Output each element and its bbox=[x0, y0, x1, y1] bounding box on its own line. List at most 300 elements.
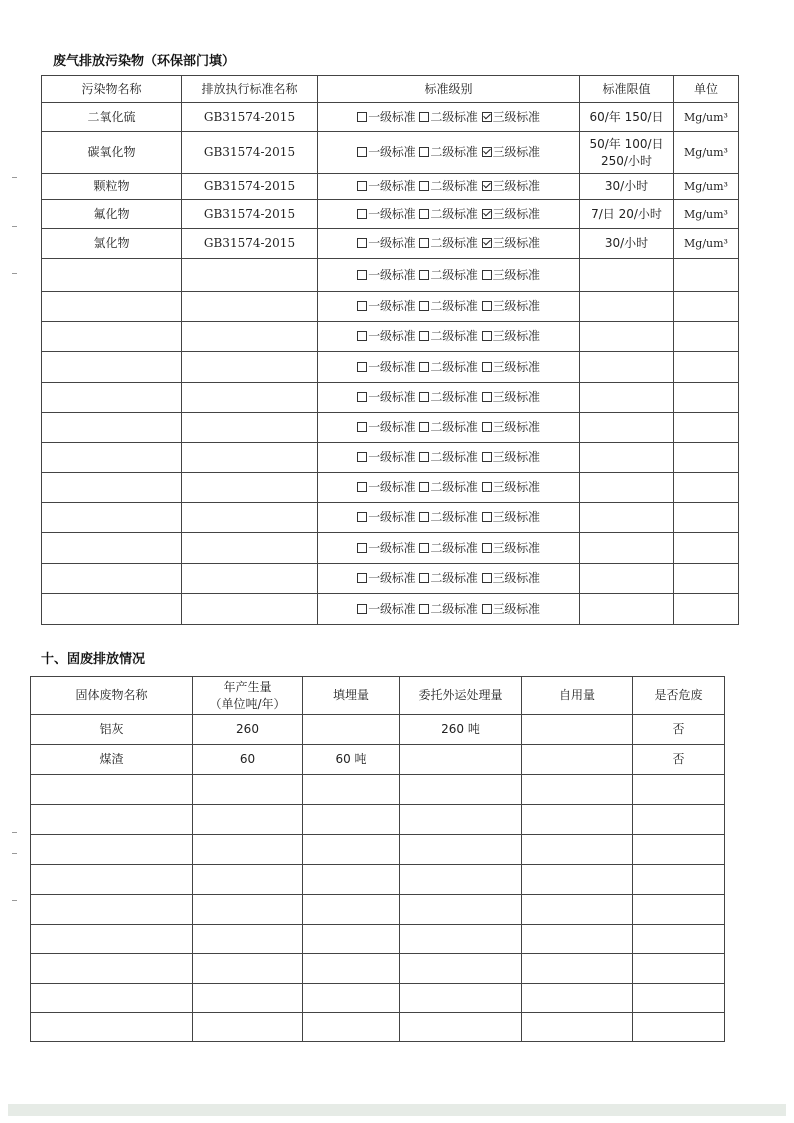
standard-name-cell: GB31574-2015 bbox=[182, 229, 318, 259]
waste-gas-table bbox=[41, 75, 739, 625]
self-use-cell bbox=[522, 895, 633, 925]
level-option-1[interactable] bbox=[357, 420, 415, 434]
level-option-2[interactable] bbox=[419, 360, 477, 374]
standard-name-cell bbox=[182, 292, 318, 322]
level-option-label: 三级标准 bbox=[492, 206, 540, 221]
standard-level-cell bbox=[318, 443, 580, 473]
unit-cell bbox=[674, 564, 739, 594]
level-option-label: 一级标准 bbox=[368, 179, 416, 193]
checkbox-icon[interactable] bbox=[357, 422, 367, 432]
checkbox-icon[interactable] bbox=[419, 452, 429, 462]
standard-limit-cell bbox=[580, 292, 674, 322]
hazardous-cell bbox=[633, 925, 725, 954]
hazardous-cell bbox=[633, 1013, 725, 1042]
solid-waste-name-cell bbox=[31, 925, 193, 954]
header-annual-output bbox=[193, 677, 303, 715]
self-use-cell bbox=[522, 775, 633, 805]
level-option-label: 二级标准 bbox=[430, 179, 478, 193]
checkbox-icon[interactable] bbox=[419, 482, 429, 492]
checkbox-icon[interactable] bbox=[482, 422, 492, 432]
standard-name-cell: GB31574-2015 bbox=[182, 174, 318, 200]
checkbox-icon[interactable] bbox=[482, 209, 492, 219]
level-option-label: 二级标准 bbox=[430, 299, 478, 313]
level-option-3[interactable] bbox=[482, 510, 540, 524]
hazardous-cell bbox=[633, 895, 725, 925]
pollutant-name-cell bbox=[42, 594, 182, 625]
checkbox-icon[interactable] bbox=[482, 301, 492, 311]
checkbox-icon[interactable] bbox=[357, 147, 367, 157]
header-standard-level: 标准级别 bbox=[318, 76, 580, 103]
outsourced-cell bbox=[400, 775, 522, 805]
annual-output-cell bbox=[193, 984, 303, 1013]
outsourced-cell: 260 吨 bbox=[400, 715, 522, 745]
level-option-3[interactable] bbox=[482, 390, 540, 404]
level-option-1[interactable] bbox=[357, 390, 415, 404]
checkbox-icon[interactable] bbox=[357, 452, 367, 462]
level-option-1[interactable] bbox=[357, 329, 415, 343]
checkbox-icon[interactable] bbox=[357, 112, 367, 122]
table-row bbox=[42, 103, 739, 132]
standard-limit-cell bbox=[580, 200, 674, 229]
margin-mark bbox=[12, 900, 17, 901]
table-row bbox=[42, 564, 739, 594]
checkbox-icon[interactable] bbox=[482, 270, 492, 280]
solid-waste-name-cell bbox=[31, 805, 193, 835]
table-row bbox=[31, 715, 725, 745]
table-row bbox=[42, 473, 739, 503]
hazardous-cell: 否 bbox=[633, 715, 725, 745]
checkbox-icon[interactable] bbox=[482, 181, 492, 191]
pollutant-name-cell bbox=[42, 533, 182, 564]
level-option-1[interactable] bbox=[357, 179, 415, 193]
annual-output-cell bbox=[193, 925, 303, 954]
level-option-label: 三级标准 bbox=[492, 299, 540, 313]
level-option-label: 二级标准 bbox=[430, 206, 478, 221]
level-option-1[interactable] bbox=[357, 602, 415, 616]
checkbox-icon[interactable] bbox=[357, 270, 367, 280]
checkbox-icon[interactable] bbox=[357, 392, 367, 402]
level-option-2[interactable] bbox=[419, 268, 477, 282]
standard-limit-cell bbox=[580, 259, 674, 292]
level-option-1[interactable] bbox=[357, 510, 415, 524]
standard-name-cell bbox=[182, 533, 318, 564]
pollutant-name-cell bbox=[42, 383, 182, 413]
outsourced-cell bbox=[400, 805, 522, 835]
checkbox-icon[interactable] bbox=[482, 147, 492, 157]
solid-waste-name-cell bbox=[31, 984, 193, 1013]
level-option-label: 一级标准 bbox=[368, 480, 416, 494]
table-row bbox=[42, 200, 739, 229]
level-option-2[interactable] bbox=[419, 110, 477, 124]
level-option-1[interactable] bbox=[357, 480, 415, 494]
level-option-2[interactable] bbox=[419, 207, 477, 221]
checkbox-icon[interactable] bbox=[482, 362, 492, 372]
table-row bbox=[31, 895, 725, 925]
level-option-2[interactable] bbox=[419, 179, 477, 193]
standard-level-cell bbox=[318, 174, 580, 200]
annual-output-cell bbox=[193, 865, 303, 895]
pollutant-name-cell: 氯化物 bbox=[42, 229, 182, 259]
unit-cell bbox=[674, 443, 739, 473]
level-option-3[interactable] bbox=[482, 450, 540, 464]
unit-cell bbox=[674, 413, 739, 443]
table-row bbox=[31, 865, 725, 895]
level-option-1[interactable] bbox=[357, 236, 415, 250]
outsourced-cell bbox=[400, 865, 522, 895]
level-option-label: 三级标准 bbox=[492, 359, 540, 374]
checkbox-icon[interactable] bbox=[482, 238, 492, 248]
table-row bbox=[31, 745, 725, 775]
level-option-label: 二级标准 bbox=[430, 236, 478, 250]
solid-waste-name-cell: 铝灰 bbox=[31, 715, 193, 745]
checkbox-icon[interactable] bbox=[357, 512, 367, 522]
pollutant-name-cell bbox=[42, 443, 182, 473]
landfill-cell bbox=[303, 805, 400, 835]
checkbox-icon[interactable] bbox=[357, 362, 367, 372]
level-option-2[interactable] bbox=[419, 299, 477, 313]
table-row bbox=[42, 383, 739, 413]
table-row bbox=[42, 352, 739, 383]
level-option-label: 三级标准 bbox=[492, 179, 540, 193]
standard-level-cell bbox=[318, 103, 580, 132]
level-option-label: 三级标准 bbox=[492, 450, 540, 464]
header-standard-limit: 标准限值 bbox=[580, 76, 674, 103]
level-option-1[interactable] bbox=[357, 268, 415, 282]
header-annual-output-line1: 年产生量 bbox=[223, 679, 272, 694]
checkbox-icon[interactable] bbox=[482, 482, 492, 492]
pollutant-name-cell bbox=[42, 413, 182, 443]
outsourced-cell bbox=[400, 954, 522, 984]
outsourced-cell bbox=[400, 925, 522, 954]
checkbox-icon[interactable] bbox=[357, 209, 367, 219]
level-option-1[interactable] bbox=[357, 360, 415, 374]
checkbox-icon[interactable] bbox=[419, 422, 429, 432]
standard-level-cell bbox=[318, 503, 580, 533]
checkbox-icon[interactable] bbox=[482, 543, 492, 553]
solid-waste-name-cell bbox=[31, 835, 193, 865]
level-option-label: 一级标准 bbox=[368, 236, 416, 250]
standard-limit-cell bbox=[580, 103, 674, 132]
table-row bbox=[42, 594, 739, 625]
level-option-1[interactable] bbox=[357, 207, 415, 221]
table-row bbox=[42, 533, 739, 564]
unit-cell: Mg/um³ bbox=[674, 174, 739, 200]
table-row bbox=[31, 984, 725, 1013]
standard-level-cell bbox=[318, 200, 580, 229]
unit-cell: Mg/um³ bbox=[674, 103, 739, 132]
standard-level-cell bbox=[318, 322, 580, 352]
level-option-label: 二级标准 bbox=[430, 540, 478, 555]
checkbox-icon[interactable] bbox=[482, 452, 492, 462]
standard-limit-cell bbox=[580, 229, 674, 259]
table-row bbox=[42, 174, 739, 200]
level-option-3[interactable] bbox=[482, 541, 540, 555]
standard-level-cell bbox=[318, 383, 580, 413]
margin-mark bbox=[12, 273, 17, 274]
scan-footer-strip bbox=[8, 1104, 786, 1116]
hazardous-cell bbox=[633, 775, 725, 805]
level-option-2[interactable] bbox=[419, 602, 477, 616]
self-use-cell bbox=[522, 925, 633, 954]
level-option-label: 二级标准 bbox=[430, 420, 478, 434]
checkbox-icon[interactable] bbox=[357, 573, 367, 583]
level-option-label: 一级标准 bbox=[368, 571, 416, 585]
checkbox-icon[interactable] bbox=[482, 392, 492, 402]
standard-name-cell bbox=[182, 413, 318, 443]
header-solid-waste-name: 固体废物名称 bbox=[31, 677, 193, 715]
level-option-label: 一级标准 bbox=[368, 540, 416, 555]
landfill-cell bbox=[303, 984, 400, 1013]
standard-name-cell bbox=[182, 594, 318, 625]
solid-waste-header-row bbox=[31, 677, 725, 715]
solid-waste-name-cell bbox=[31, 954, 193, 984]
level-option-1[interactable] bbox=[357, 541, 415, 555]
hazardous-cell bbox=[633, 835, 725, 865]
level-option-3[interactable] bbox=[482, 360, 540, 374]
level-option-2[interactable] bbox=[419, 510, 477, 524]
level-option-2[interactable] bbox=[419, 571, 477, 585]
landfill-cell bbox=[303, 925, 400, 954]
self-use-cell bbox=[522, 805, 633, 835]
level-option-2[interactable] bbox=[419, 390, 477, 404]
hazardous-cell bbox=[633, 805, 725, 835]
level-option-label: 三级标准 bbox=[492, 267, 540, 282]
checkbox-icon[interactable] bbox=[419, 362, 429, 372]
outsourced-cell bbox=[400, 895, 522, 925]
checkbox-icon[interactable] bbox=[357, 482, 367, 492]
table-row bbox=[31, 954, 725, 984]
unit-cell bbox=[674, 473, 739, 503]
checkbox-icon[interactable] bbox=[419, 512, 429, 522]
header-annual-output-line2: （单位吨/年） bbox=[209, 696, 286, 711]
annual-output-cell bbox=[193, 835, 303, 865]
unit-cell bbox=[674, 292, 739, 322]
level-option-3[interactable] bbox=[482, 571, 540, 585]
level-option-label: 三级标准 bbox=[492, 420, 540, 434]
level-option-label: 三级标准 bbox=[492, 236, 540, 250]
annual-output-cell bbox=[193, 1013, 303, 1042]
checkbox-icon[interactable] bbox=[482, 573, 492, 583]
solid-waste-table bbox=[30, 676, 725, 1042]
level-option-2[interactable] bbox=[419, 480, 477, 494]
checkbox-icon[interactable] bbox=[357, 181, 367, 191]
landfill-cell: 60 吨 bbox=[303, 745, 400, 775]
standard-limit-cell bbox=[580, 503, 674, 533]
unit-cell: Mg/um³ bbox=[674, 200, 739, 229]
solid-waste-name-cell bbox=[31, 1013, 193, 1042]
hazardous-cell bbox=[633, 954, 725, 984]
header-landfill: 填埋量 bbox=[303, 677, 400, 715]
standard-name-cell bbox=[182, 443, 318, 473]
landfill-cell bbox=[303, 895, 400, 925]
checkbox-icon[interactable] bbox=[482, 331, 492, 341]
self-use-cell bbox=[522, 745, 633, 775]
standard-name-cell bbox=[182, 259, 318, 292]
level-option-2[interactable] bbox=[419, 541, 477, 555]
checkbox-icon[interactable] bbox=[357, 331, 367, 341]
table-row bbox=[42, 132, 739, 174]
level-option-1[interactable] bbox=[357, 299, 415, 313]
pollutant-name-cell bbox=[42, 352, 182, 383]
landfill-cell bbox=[303, 1013, 400, 1042]
margin-mark bbox=[12, 853, 17, 854]
checkbox-icon[interactable] bbox=[357, 604, 367, 614]
level-option-label: 三级标准 bbox=[492, 390, 540, 404]
standard-name-cell bbox=[182, 383, 318, 413]
level-option-label: 二级标准 bbox=[430, 145, 478, 159]
table-row bbox=[42, 443, 739, 473]
checkbox-icon[interactable] bbox=[482, 512, 492, 522]
level-option-3[interactable] bbox=[482, 299, 540, 313]
pollutant-name-cell: 颗粒物 bbox=[42, 174, 182, 200]
checkbox-icon[interactable] bbox=[419, 270, 429, 280]
level-option-label: 二级标准 bbox=[430, 450, 478, 464]
level-option-3[interactable] bbox=[482, 179, 540, 193]
table-row bbox=[31, 775, 725, 805]
level-option-2[interactable] bbox=[419, 420, 477, 434]
table-row bbox=[42, 322, 739, 352]
level-option-3[interactable] bbox=[482, 480, 540, 494]
checkbox-icon[interactable] bbox=[419, 573, 429, 583]
checkbox-icon[interactable] bbox=[419, 301, 429, 311]
pollutant-name-cell: 碳氧化物 bbox=[42, 132, 182, 174]
self-use-cell bbox=[522, 865, 633, 895]
checkbox-icon[interactable] bbox=[419, 209, 429, 219]
level-option-2[interactable] bbox=[419, 236, 477, 250]
level-option-label: 三级标准 bbox=[492, 601, 540, 616]
landfill-cell bbox=[303, 954, 400, 984]
pollutant-name-cell bbox=[42, 473, 182, 503]
checkbox-icon[interactable] bbox=[482, 112, 492, 122]
table-row bbox=[31, 925, 725, 954]
landfill-cell bbox=[303, 865, 400, 895]
standard-limit-line: 60/年 150/日 bbox=[589, 109, 664, 124]
level-option-3[interactable] bbox=[482, 236, 540, 250]
level-option-1[interactable] bbox=[357, 110, 415, 124]
unit-cell bbox=[674, 533, 739, 564]
level-option-label: 一级标准 bbox=[368, 329, 416, 343]
unit-cell bbox=[674, 259, 739, 292]
checkbox-icon[interactable] bbox=[419, 181, 429, 191]
header-self-use: 自用量 bbox=[522, 677, 633, 715]
table-row bbox=[42, 413, 739, 443]
unit-cell bbox=[674, 594, 739, 625]
checkbox-icon[interactable] bbox=[419, 604, 429, 614]
level-option-label: 二级标准 bbox=[430, 571, 478, 585]
level-option-label: 三级标准 bbox=[492, 510, 540, 524]
level-option-label: 三级标准 bbox=[492, 480, 540, 494]
level-option-1[interactable] bbox=[357, 450, 415, 464]
standard-level-cell bbox=[318, 564, 580, 594]
pollutant-name-cell bbox=[42, 564, 182, 594]
checkbox-icon[interactable] bbox=[357, 301, 367, 311]
unit-cell bbox=[674, 383, 739, 413]
level-option-label: 二级标准 bbox=[430, 480, 478, 494]
checkbox-icon[interactable] bbox=[357, 543, 367, 553]
solid-waste-name-cell bbox=[31, 865, 193, 895]
pollutant-name-cell bbox=[42, 259, 182, 292]
checkbox-icon[interactable] bbox=[419, 238, 429, 248]
standard-level-cell bbox=[318, 594, 580, 625]
margin-mark bbox=[12, 177, 17, 178]
level-option-label: 二级标准 bbox=[430, 329, 478, 343]
checkbox-icon[interactable] bbox=[419, 331, 429, 341]
level-option-3[interactable] bbox=[482, 145, 540, 159]
checkbox-icon[interactable] bbox=[357, 238, 367, 248]
table-row bbox=[42, 503, 739, 533]
level-option-3[interactable] bbox=[482, 329, 540, 343]
table-row bbox=[42, 259, 739, 292]
level-option-3[interactable] bbox=[482, 268, 540, 282]
standard-limit-line: 30/小时 bbox=[604, 236, 649, 250]
level-option-label: 一级标准 bbox=[368, 420, 416, 434]
standard-limit-line: 50/年 100/日 bbox=[589, 136, 664, 151]
outsourced-cell bbox=[400, 984, 522, 1013]
level-option-label: 三级标准 bbox=[492, 540, 540, 555]
checkbox-icon[interactable] bbox=[482, 604, 492, 614]
level-option-2[interactable] bbox=[419, 145, 477, 159]
level-option-1[interactable] bbox=[357, 571, 415, 585]
checkbox-icon[interactable] bbox=[419, 147, 429, 157]
level-option-label: 二级标准 bbox=[430, 601, 478, 616]
checkbox-icon[interactable] bbox=[419, 543, 429, 553]
level-option-3[interactable] bbox=[482, 420, 540, 434]
self-use-cell bbox=[522, 1013, 633, 1042]
unit-cell: Mg/um³ bbox=[674, 132, 739, 174]
level-option-1[interactable] bbox=[357, 145, 415, 159]
level-option-3[interactable] bbox=[482, 207, 540, 221]
standard-name-cell bbox=[182, 352, 318, 383]
level-option-3[interactable] bbox=[482, 602, 540, 616]
unit-cell bbox=[674, 322, 739, 352]
level-option-label: 三级标准 bbox=[492, 109, 540, 124]
standard-name-cell: GB31574-2015 bbox=[182, 103, 318, 132]
level-option-label: 三级标准 bbox=[492, 571, 540, 585]
level-option-2[interactable] bbox=[419, 450, 477, 464]
margin-mark bbox=[12, 226, 17, 227]
standard-limit-cell bbox=[580, 533, 674, 564]
checkbox-icon[interactable] bbox=[419, 112, 429, 122]
standard-name-cell bbox=[182, 473, 318, 503]
annual-output-cell bbox=[193, 805, 303, 835]
standard-level-cell bbox=[318, 473, 580, 503]
standard-limit-cell bbox=[580, 473, 674, 503]
standard-limit-cell bbox=[580, 594, 674, 625]
standard-level-cell bbox=[318, 259, 580, 292]
hazardous-cell bbox=[633, 984, 725, 1013]
unit-cell bbox=[674, 503, 739, 533]
waste-gas-header-row bbox=[42, 76, 739, 103]
standard-level-cell bbox=[318, 352, 580, 383]
level-option-2[interactable] bbox=[419, 329, 477, 343]
checkbox-icon[interactable] bbox=[419, 392, 429, 402]
outsourced-cell bbox=[400, 745, 522, 775]
standard-name-cell bbox=[182, 322, 318, 352]
standard-name-cell bbox=[182, 564, 318, 594]
unit-cell bbox=[674, 352, 739, 383]
outsourced-cell bbox=[400, 835, 522, 865]
solid-waste-name-cell: 煤渣 bbox=[31, 745, 193, 775]
table-row bbox=[42, 292, 739, 322]
solid-waste-name-cell bbox=[31, 775, 193, 805]
header-pollutant-name: 污染物名称 bbox=[42, 76, 182, 103]
level-option-label: 一级标准 bbox=[368, 109, 416, 124]
level-option-label: 一级标准 bbox=[368, 390, 416, 404]
table-row bbox=[42, 229, 739, 259]
annual-output-cell bbox=[193, 954, 303, 984]
level-option-3[interactable] bbox=[482, 110, 540, 124]
outsourced-cell bbox=[400, 1013, 522, 1042]
